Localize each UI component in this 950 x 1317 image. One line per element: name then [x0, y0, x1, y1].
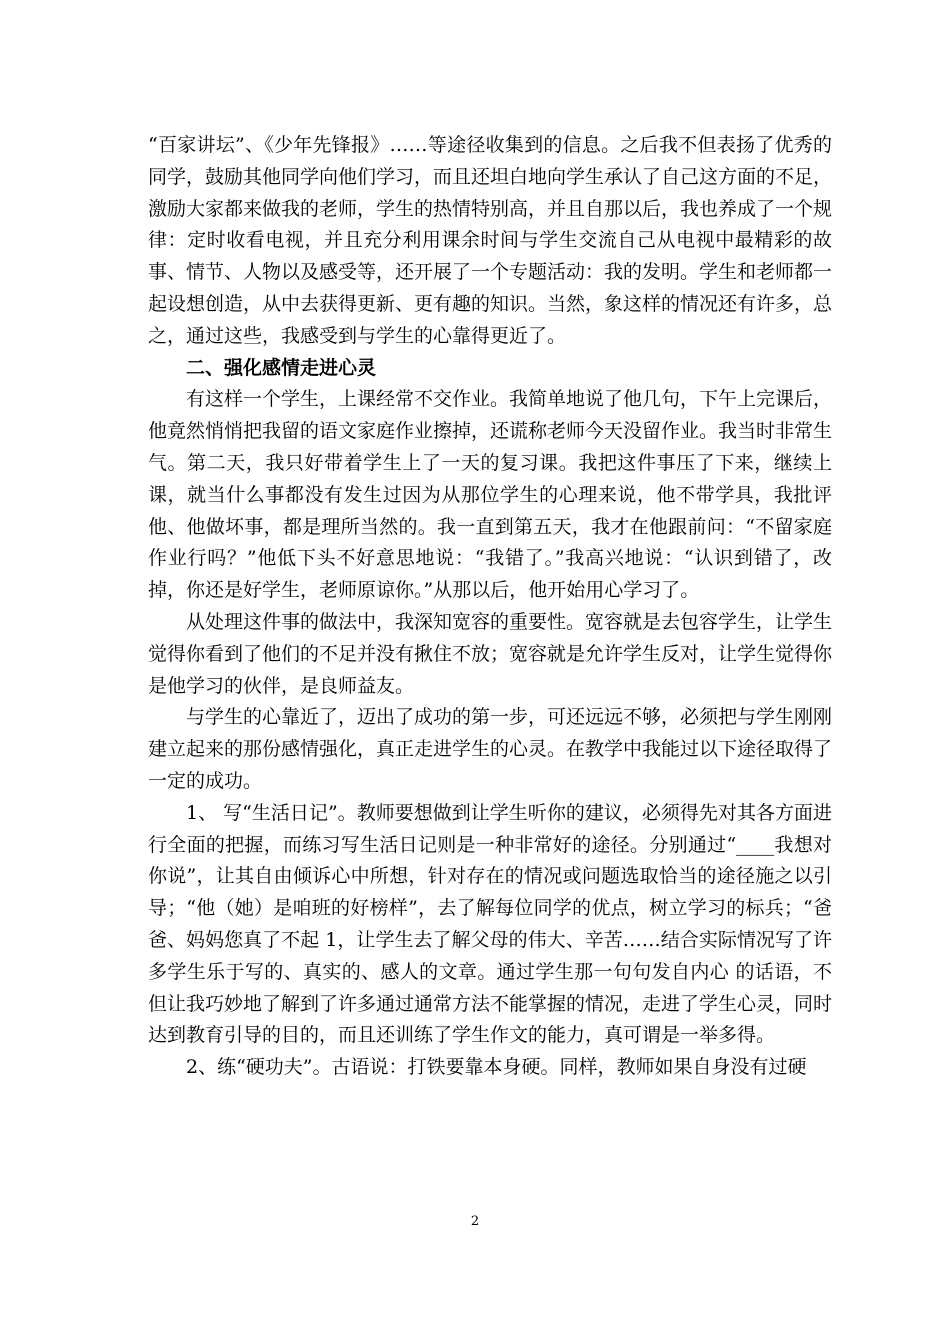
document-body: [148, 130, 832, 1084]
paragraph-student-story: 有这样一个学生，上课经常不交作业。我简单地说了他几句，下午上完课后，他竟然悄悄把我留的语文家庭作业擦掉，还谎称老师今天没留作业。我当时非常生气。第二天，我只好带着学生上了一天的复习课。我把这件事压了下来，继续上课，就当什么事都没有发生过因为从那位学生的心理来说，他不带学具，我批评他、他做坏事，都是理所当然的。我一直到第五天，我才在他跟前问：“不留家庭作业行吗？”他低下头不好意思地说：“我错了。”我高兴地说：“认识到错了，改掉，你还是好学生，老师原谅你。”从那以后，他开始用心学习了。: [148, 388, 833, 602]
paragraph-life-diary: 1、 写“生活日记”。教师要想做到让学生听你的建议，必须得先对其各方面进行全面的把握，而练习写生活日记则是一种非常好的途径。分别通过“____我想对你说”，让其自由倾诉心中所想，针对存在的情况或问题选取恰当的途径施之以引导；“他（她）是咱班的好榜样”，去了解每位同学的优点，树立学习的标兵；“爸爸、妈妈您真了不起 1，让学生去了解父母的伟大、辛苦……结合实际情况写了许多学生乐于写的、真实的、感人的文章。通过学生那一句句发自内心 的话语，不但让我巧妙地了解到了许多通过通常方法不能掌握的情况，走进了学生心灵，同时达到教育引导的目的，而且还训练了学生作文的能力，真可谓是一举多得。: [148, 801, 833, 1047]
paragraph-continued: “百家讲坛”、《少年先锋报》……等途径收集到的信息。之后我不但表扬了优秀的同学，鼓励其他同学向他们学习，而且还坦白地向学生承认了自己这方面的不足，激励大家都来做我的老师，学生的热情特别高，并且自那以后，我也养成了一个规律：定时收看电视，并且充分利用课余时间与学生交流自己从电视中最精彩的故事、情节、人物以及感受等，还开展了一个专题活动：我的发明。学生和老师都一起设想创造，从中去获得更新、更有趣的知识。当然，象这样的情况还有许多，总之，通过这些，我感受到与学生的心靠得更近了。: [148, 134, 833, 347]
paragraph-tolerance: 从处理这件事的做法中，我深知宽容的重要性。宽容就是去包容学生，让学生觉得你看到了他们的不足并没有揪住不放；宽容就是允许学生反对，让学生觉得你是他学习的伙伴，是良师益友。: [148, 610, 833, 697]
section-heading: 二、强化感情走进心灵: [186, 356, 377, 379]
page-number: 2: [470, 1214, 480, 1229]
paragraph-hard-skill: 2、练“硬功夫”。古语说：打铁要靠本身硬。同样，教师如果自身没有过硬: [186, 1056, 807, 1079]
paragraph-first-step: 与学生的心靠近了，迈出了成功的第一步，可还远远不够，必须把与学生刚刚建立起来的那份感情强化，真正走进学生的心灵。在教学中我能过以下途径取得了一定的成功。: [148, 706, 833, 792]
